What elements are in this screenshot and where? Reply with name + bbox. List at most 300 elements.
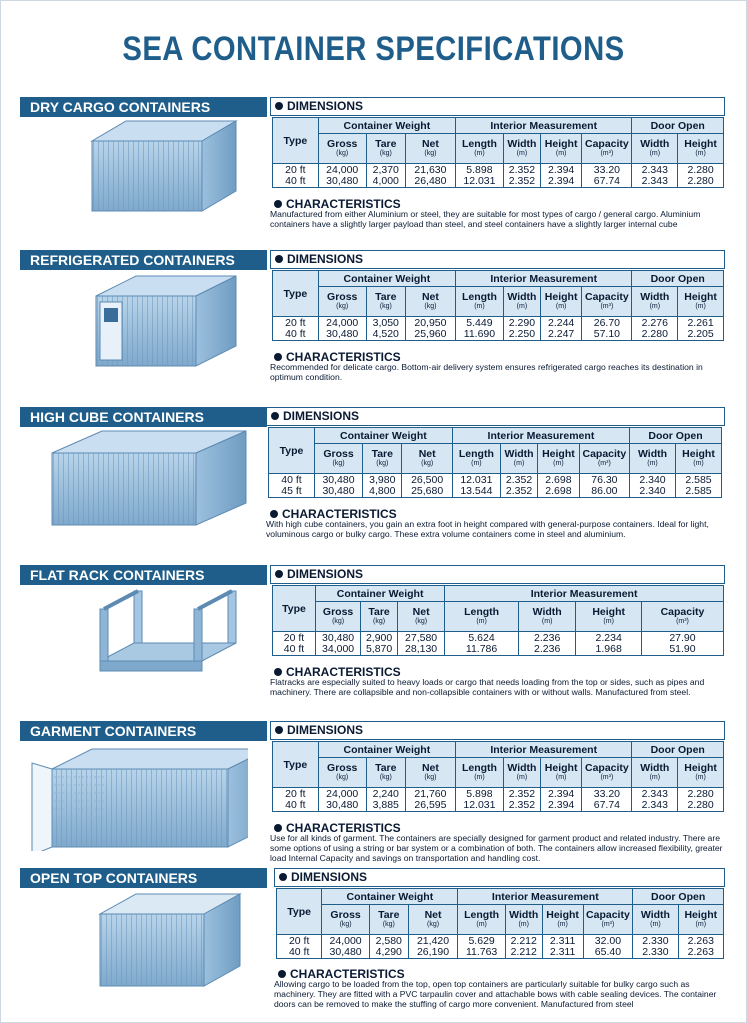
value: 34,000	[322, 642, 355, 655]
door-width-header	[632, 758, 678, 788]
length-header	[455, 287, 503, 317]
cell-width	[503, 164, 540, 188]
door-height-header-unit: (m)	[695, 921, 707, 928]
cell-length	[455, 164, 503, 188]
cell-tare	[361, 632, 398, 656]
value: 2.343	[641, 798, 668, 811]
tare-header-unit: (kg)	[379, 303, 392, 310]
door-open-header-label: Door Open	[650, 272, 705, 285]
length-header	[458, 905, 506, 935]
cell-net	[398, 632, 445, 656]
value: 2.280	[687, 787, 714, 800]
value: 2.250	[508, 327, 536, 340]
value: 2,370	[372, 163, 399, 176]
value: 5.624	[468, 631, 495, 644]
cell-type	[273, 632, 316, 656]
value: 32.00	[594, 934, 622, 947]
cell-height	[576, 632, 642, 656]
value: 13.544	[460, 484, 493, 497]
value: 67.74	[593, 174, 621, 187]
length-header	[455, 134, 503, 164]
door-width-header	[632, 287, 678, 317]
door-height-header	[678, 287, 724, 317]
value: 20,950	[414, 316, 447, 329]
net-header-label: Net	[421, 762, 439, 774]
cell-height	[540, 788, 581, 812]
door-open-header	[630, 428, 722, 444]
container-weight-header	[314, 428, 452, 444]
cell-width	[503, 788, 540, 812]
value: 26,595	[414, 798, 447, 811]
value: 24,000	[326, 163, 359, 176]
door-height-header-label: Height	[682, 448, 715, 460]
height-header-label: Height	[546, 909, 579, 921]
net-header	[402, 444, 452, 474]
cell-capacity	[582, 317, 632, 341]
gross-header	[314, 444, 362, 474]
width-header-label: Width	[507, 138, 537, 150]
value: 2.352	[508, 798, 536, 811]
cell-length	[445, 632, 519, 656]
gross-header-label: Gross	[327, 138, 358, 150]
container-weight-header-label: Container Weight	[343, 743, 431, 756]
section-title: REFRIGERATED CONTAINERS	[20, 250, 267, 270]
door-width-header-label: Width	[640, 291, 670, 303]
container-weight-header	[316, 586, 445, 602]
value: 30,480	[322, 473, 355, 486]
gross-header-label: Gross	[322, 606, 354, 618]
cell-type	[273, 164, 319, 188]
door-width-header-unit: (m)	[647, 460, 658, 467]
value: 2.311	[549, 945, 576, 958]
value: 20 ft	[285, 316, 306, 329]
cell-door-width	[630, 474, 676, 498]
type-header	[273, 271, 319, 317]
door-width-header	[630, 444, 676, 474]
tare-header	[361, 602, 398, 632]
dimensions-heading	[270, 721, 725, 740]
container-weight-header-label: Container Weight	[343, 272, 431, 285]
net-header-label: Net	[412, 606, 430, 618]
dimensions-table	[276, 888, 724, 959]
cell-door-height	[678, 164, 724, 188]
tare-header	[366, 758, 405, 788]
type-header-label: Type	[287, 905, 312, 918]
value: 40 ft	[283, 642, 305, 655]
value: 26,480	[414, 174, 447, 187]
value: 57.10	[593, 327, 621, 340]
container-weight-header-label: Container Weight	[340, 429, 427, 442]
dimensions-label: DIMENSIONS	[287, 252, 364, 266]
value: 5.898	[466, 787, 493, 800]
width-header-unit: (m)	[516, 303, 528, 310]
container-weight-header-label: Container Weight	[336, 587, 424, 600]
value: 2.585	[685, 473, 712, 486]
value: 5.898	[466, 163, 493, 176]
interior-measurement-header	[455, 118, 631, 134]
value: 11.786	[465, 642, 498, 655]
value: 2.352	[508, 174, 536, 187]
bullet-icon	[279, 873, 287, 881]
type-header-label: Type	[282, 602, 306, 615]
door-height-header	[676, 444, 722, 474]
door-width-header	[633, 905, 678, 935]
door-width-header-label: Width	[640, 138, 670, 150]
bullet-icon	[274, 200, 282, 208]
value: 2.343	[641, 163, 668, 176]
dimensions-heading	[274, 868, 725, 887]
type-header	[273, 586, 316, 632]
value: 2.263	[687, 945, 714, 958]
net-header-label: Net	[421, 291, 439, 303]
value: 2,580	[375, 934, 402, 947]
net-header	[405, 758, 455, 788]
net-header-label: Net	[424, 909, 442, 921]
bullet-icon	[271, 412, 279, 420]
value: 12.031	[460, 473, 493, 486]
length-header-unit: (m)	[474, 150, 485, 157]
cell-tare	[369, 935, 408, 959]
width-header	[503, 134, 540, 164]
width-header-unit: (m)	[518, 921, 529, 928]
cell-type	[273, 788, 319, 812]
value: 2.394	[547, 174, 575, 187]
length-header-label: Length	[464, 606, 500, 618]
container-image	[96, 892, 242, 995]
width-header-label: Width	[507, 291, 537, 303]
cell-height	[538, 474, 580, 498]
cell-length	[458, 935, 506, 959]
net-header	[408, 905, 458, 935]
value: 5.629	[468, 934, 495, 947]
bullet-icon	[275, 102, 283, 110]
value: 2.280	[687, 798, 714, 811]
width-header	[505, 905, 542, 935]
dimensions-heading	[270, 250, 725, 269]
value: 27.90	[669, 631, 696, 644]
cell-net	[405, 164, 455, 188]
gross-header	[318, 287, 366, 317]
bullet-icon	[278, 970, 286, 978]
tare-header-unit: (kg)	[373, 618, 386, 625]
door-height-header-label: Height	[684, 909, 718, 921]
door-width-header-unit: (m)	[649, 303, 661, 310]
cell-length	[455, 317, 503, 341]
value: 30,480	[326, 327, 359, 340]
value: 2.340	[639, 473, 666, 486]
door-open-header	[633, 889, 724, 905]
value: 76.30	[591, 473, 618, 486]
value: 21,420	[416, 934, 450, 947]
cell-door-width	[632, 317, 678, 341]
interior-measurement-header	[455, 271, 631, 287]
cell-height	[540, 317, 581, 341]
value: 20 ft	[283, 631, 305, 644]
height-header-label: Height	[544, 138, 578, 150]
value: 2.311	[549, 934, 576, 947]
interior-measurement-header-label: Interior Measurement	[491, 890, 599, 903]
net-header	[398, 602, 445, 632]
tare-header-label: Tare	[375, 291, 397, 303]
length-header-label: Length	[461, 291, 497, 303]
value: 2.280	[641, 327, 668, 340]
value: 28,130	[405, 642, 438, 655]
value: 45 ft	[281, 484, 302, 497]
door-width-header-label: Width	[640, 762, 670, 774]
dimensions-table	[268, 427, 722, 498]
gross-header-unit: (kg)	[332, 618, 345, 625]
characteristics-text: With high cube containers, you gain an extra foot in height compared with general-purpose containers. Ideal for light, voluminous cargo or bulky cargo. These extra volume containers come in steel and aluminium.	[266, 519, 709, 539]
value: 30,480	[326, 798, 359, 811]
height-header-unit: (m)	[603, 618, 614, 625]
net-header	[405, 287, 455, 317]
bullet-icon	[274, 824, 282, 832]
width-header-label: Width	[507, 762, 537, 774]
cell-height	[542, 935, 583, 959]
value: 67.74	[593, 798, 621, 811]
type-header	[269, 428, 315, 474]
tare-header-label: Tare	[375, 138, 397, 150]
width-header-unit: (m)	[516, 150, 528, 157]
cell-tare	[366, 164, 405, 188]
tare-header-unit: (kg)	[382, 921, 395, 928]
cell-gross	[318, 317, 366, 341]
value: 4,000	[372, 174, 399, 187]
cell-capacity	[583, 935, 633, 959]
capacity-header-unit: (m³)	[597, 460, 611, 467]
cell-net	[402, 474, 452, 498]
value: 2.244	[547, 316, 575, 329]
value: 2,240	[372, 787, 399, 800]
type-header-label: Type	[283, 287, 308, 300]
width-header-unit: (m)	[513, 460, 525, 467]
type-header-label: Type	[283, 758, 308, 771]
table-row	[273, 788, 724, 812]
cell-width	[503, 317, 540, 341]
value: 12.031	[463, 174, 496, 187]
door-width-header-label: Width	[640, 909, 670, 921]
gross-header-unit: (kg)	[336, 774, 349, 781]
value: 25,960	[414, 327, 447, 340]
table-row	[273, 164, 724, 188]
section-title: OPEN TOP CONTAINERS	[20, 868, 267, 888]
value: 2.394	[547, 798, 575, 811]
net-header	[405, 134, 455, 164]
value: 20 ft	[285, 163, 306, 176]
height-header	[538, 444, 580, 474]
characteristics-text: Flatracks are especially suited to heavy loads or cargo that needs loading from the top or sides, such as pipes and machinery. There are collapsible and non-collapsible containers with or without walls. Manufactured from steel.	[270, 677, 705, 697]
characteristics-text: Recommended for delicate cargo. Bottom-air delivery system ensures refrigerated cargo reaches its destination in optimum condition.	[270, 362, 703, 382]
cell-length	[452, 474, 500, 498]
cell-gross	[316, 632, 361, 656]
value: 24,000	[326, 316, 359, 329]
value: 2.236	[534, 631, 561, 644]
value: 2.352	[505, 484, 533, 497]
door-height-header-label: Height	[684, 762, 717, 774]
width-header-label: Width	[532, 606, 562, 618]
value: 2.261	[687, 316, 714, 329]
capacity-header-label: Capacity	[582, 448, 627, 460]
value: 2.330	[642, 945, 669, 958]
height-header-unit: (m)	[555, 150, 567, 157]
tare-header	[366, 287, 405, 317]
dimensions-label: DIMENSIONS	[287, 723, 364, 737]
capacity-header-unit: (m³)	[600, 774, 614, 781]
width-header-label: Width	[509, 909, 539, 921]
container-weight-header	[318, 742, 455, 758]
value: 25,680	[411, 484, 444, 497]
value: 2.343	[641, 787, 668, 800]
interior-measurement-header-label: Interior Measurement	[490, 272, 598, 285]
bullet-icon	[275, 726, 283, 734]
width-header-unit: (m)	[541, 618, 553, 625]
value: 2.394	[547, 163, 575, 176]
value: 33.20	[593, 787, 621, 800]
value: 2.236	[534, 642, 561, 655]
container-weight-header-label: Container Weight	[346, 890, 434, 903]
container-weight-header	[318, 271, 455, 287]
cell-door-width	[632, 164, 678, 188]
value: 2.352	[508, 787, 536, 800]
cell-net	[405, 317, 455, 341]
width-header	[500, 444, 537, 474]
door-height-header-unit: (m)	[695, 774, 706, 781]
tare-header-unit: (kg)	[379, 774, 392, 781]
value: 3,980	[369, 473, 396, 486]
value: 21,630	[414, 163, 447, 176]
capacity-header-unit: (m³)	[600, 150, 614, 157]
cell-tare	[366, 788, 405, 812]
door-width-header	[632, 134, 678, 164]
value: 26,190	[416, 945, 450, 958]
value: 21,760	[414, 787, 447, 800]
value: 2,900	[365, 631, 393, 644]
dimensions-heading	[270, 565, 725, 584]
door-width-header-label: Width	[637, 448, 668, 460]
gross-header-unit: (kg)	[336, 150, 349, 157]
capacity-header	[582, 134, 632, 164]
tare-header-unit: (kg)	[376, 460, 389, 467]
width-header-unit: (m)	[516, 774, 528, 781]
door-height-header-unit: (m)	[695, 303, 706, 310]
gross-header	[316, 602, 361, 632]
height-header-label: Height	[592, 606, 625, 618]
value: 5.449	[466, 316, 493, 329]
cell-tare	[366, 317, 405, 341]
interior-measurement-header	[452, 428, 629, 444]
height-header-label: Height	[544, 762, 578, 774]
bullet-icon	[275, 570, 283, 578]
height-header-unit: (m)	[555, 774, 567, 781]
value: 2.330	[642, 934, 669, 947]
value: 11.690	[463, 327, 496, 340]
container-image	[92, 274, 238, 375]
dimensions-label: DIMENSIONS	[287, 99, 364, 113]
door-width-header-unit: (m)	[649, 774, 661, 781]
container-image	[26, 747, 248, 856]
capacity-header-unit: (m³)	[676, 618, 689, 625]
door-open-header	[632, 271, 724, 287]
height-header-label: Height	[542, 448, 575, 460]
tare-header	[366, 134, 405, 164]
characteristics-text: Manufactured from either Aluminium or steel, they are suitable for most types of cargo / general cargo. Aluminium containers have a slightly larger payload than steel, and steel containers have a slightly larger internal cube	[270, 209, 701, 229]
value: 2.343	[641, 174, 668, 187]
characteristics-label: CHARACTERISTICS	[286, 665, 401, 679]
gross-header	[318, 758, 366, 788]
door-open-header-label: Door Open	[650, 890, 706, 903]
net-header-unit: (kg)	[424, 774, 437, 781]
length-header-label: Length	[464, 909, 500, 921]
type-header	[273, 742, 319, 788]
value: 2.280	[687, 174, 714, 187]
height-header	[540, 287, 581, 317]
net-header-unit: (kg)	[415, 618, 428, 625]
value: 3,885	[372, 798, 399, 811]
value: 40 ft	[285, 798, 306, 811]
capacity-header-label: Capacity	[584, 762, 629, 774]
interior-measurement-header	[445, 586, 724, 602]
value: 2.276	[641, 316, 668, 329]
table-row	[273, 317, 724, 341]
bullet-icon	[275, 255, 283, 263]
cell-door-width	[633, 935, 678, 959]
value: 5,870	[365, 642, 393, 655]
value: 4,520	[372, 327, 399, 340]
length-header-unit: (m)	[474, 774, 485, 781]
net-header-unit: (kg)	[427, 921, 440, 928]
type-header-label: Type	[279, 444, 304, 457]
door-open-header-label: Door Open	[650, 743, 705, 756]
height-header-unit: (m)	[557, 921, 568, 928]
value: 26.70	[593, 316, 621, 329]
interior-measurement-header	[455, 742, 631, 758]
tare-header-unit: (kg)	[379, 150, 392, 157]
door-height-header	[678, 905, 723, 935]
type-header	[273, 118, 319, 164]
capacity-header	[582, 287, 632, 317]
length-header-label: Length	[461, 762, 497, 774]
door-open-header	[632, 742, 724, 758]
value: 20 ft	[285, 787, 306, 800]
value: 2.352	[505, 473, 533, 486]
bullet-icon	[274, 353, 282, 361]
value: 11.763	[465, 945, 498, 958]
cell-net	[408, 935, 458, 959]
cell-door-height	[676, 474, 722, 498]
net-header-label: Net	[418, 448, 436, 460]
dimensions-table	[272, 585, 724, 656]
capacity-header-label: Capacity	[660, 606, 705, 618]
door-open-header-label: Door Open	[650, 119, 705, 132]
dimensions-table	[272, 741, 724, 812]
height-header	[540, 134, 581, 164]
container-weight-header	[322, 889, 458, 905]
dimensions-heading	[266, 407, 725, 426]
capacity-header-unit: (m³)	[600, 303, 614, 310]
container-image	[48, 429, 248, 534]
capacity-header-unit: (m³)	[601, 921, 615, 928]
cell-type	[273, 317, 319, 341]
gross-header	[322, 905, 370, 935]
type-header-label: Type	[283, 134, 308, 147]
height-header	[542, 905, 583, 935]
section-title: HIGH CUBE CONTAINERS	[20, 407, 267, 427]
value: 2.247	[547, 327, 575, 340]
value: 2.234	[595, 631, 622, 644]
dimensions-table	[272, 270, 724, 341]
value: 1.968	[595, 642, 622, 655]
value: 86.00	[591, 484, 618, 497]
